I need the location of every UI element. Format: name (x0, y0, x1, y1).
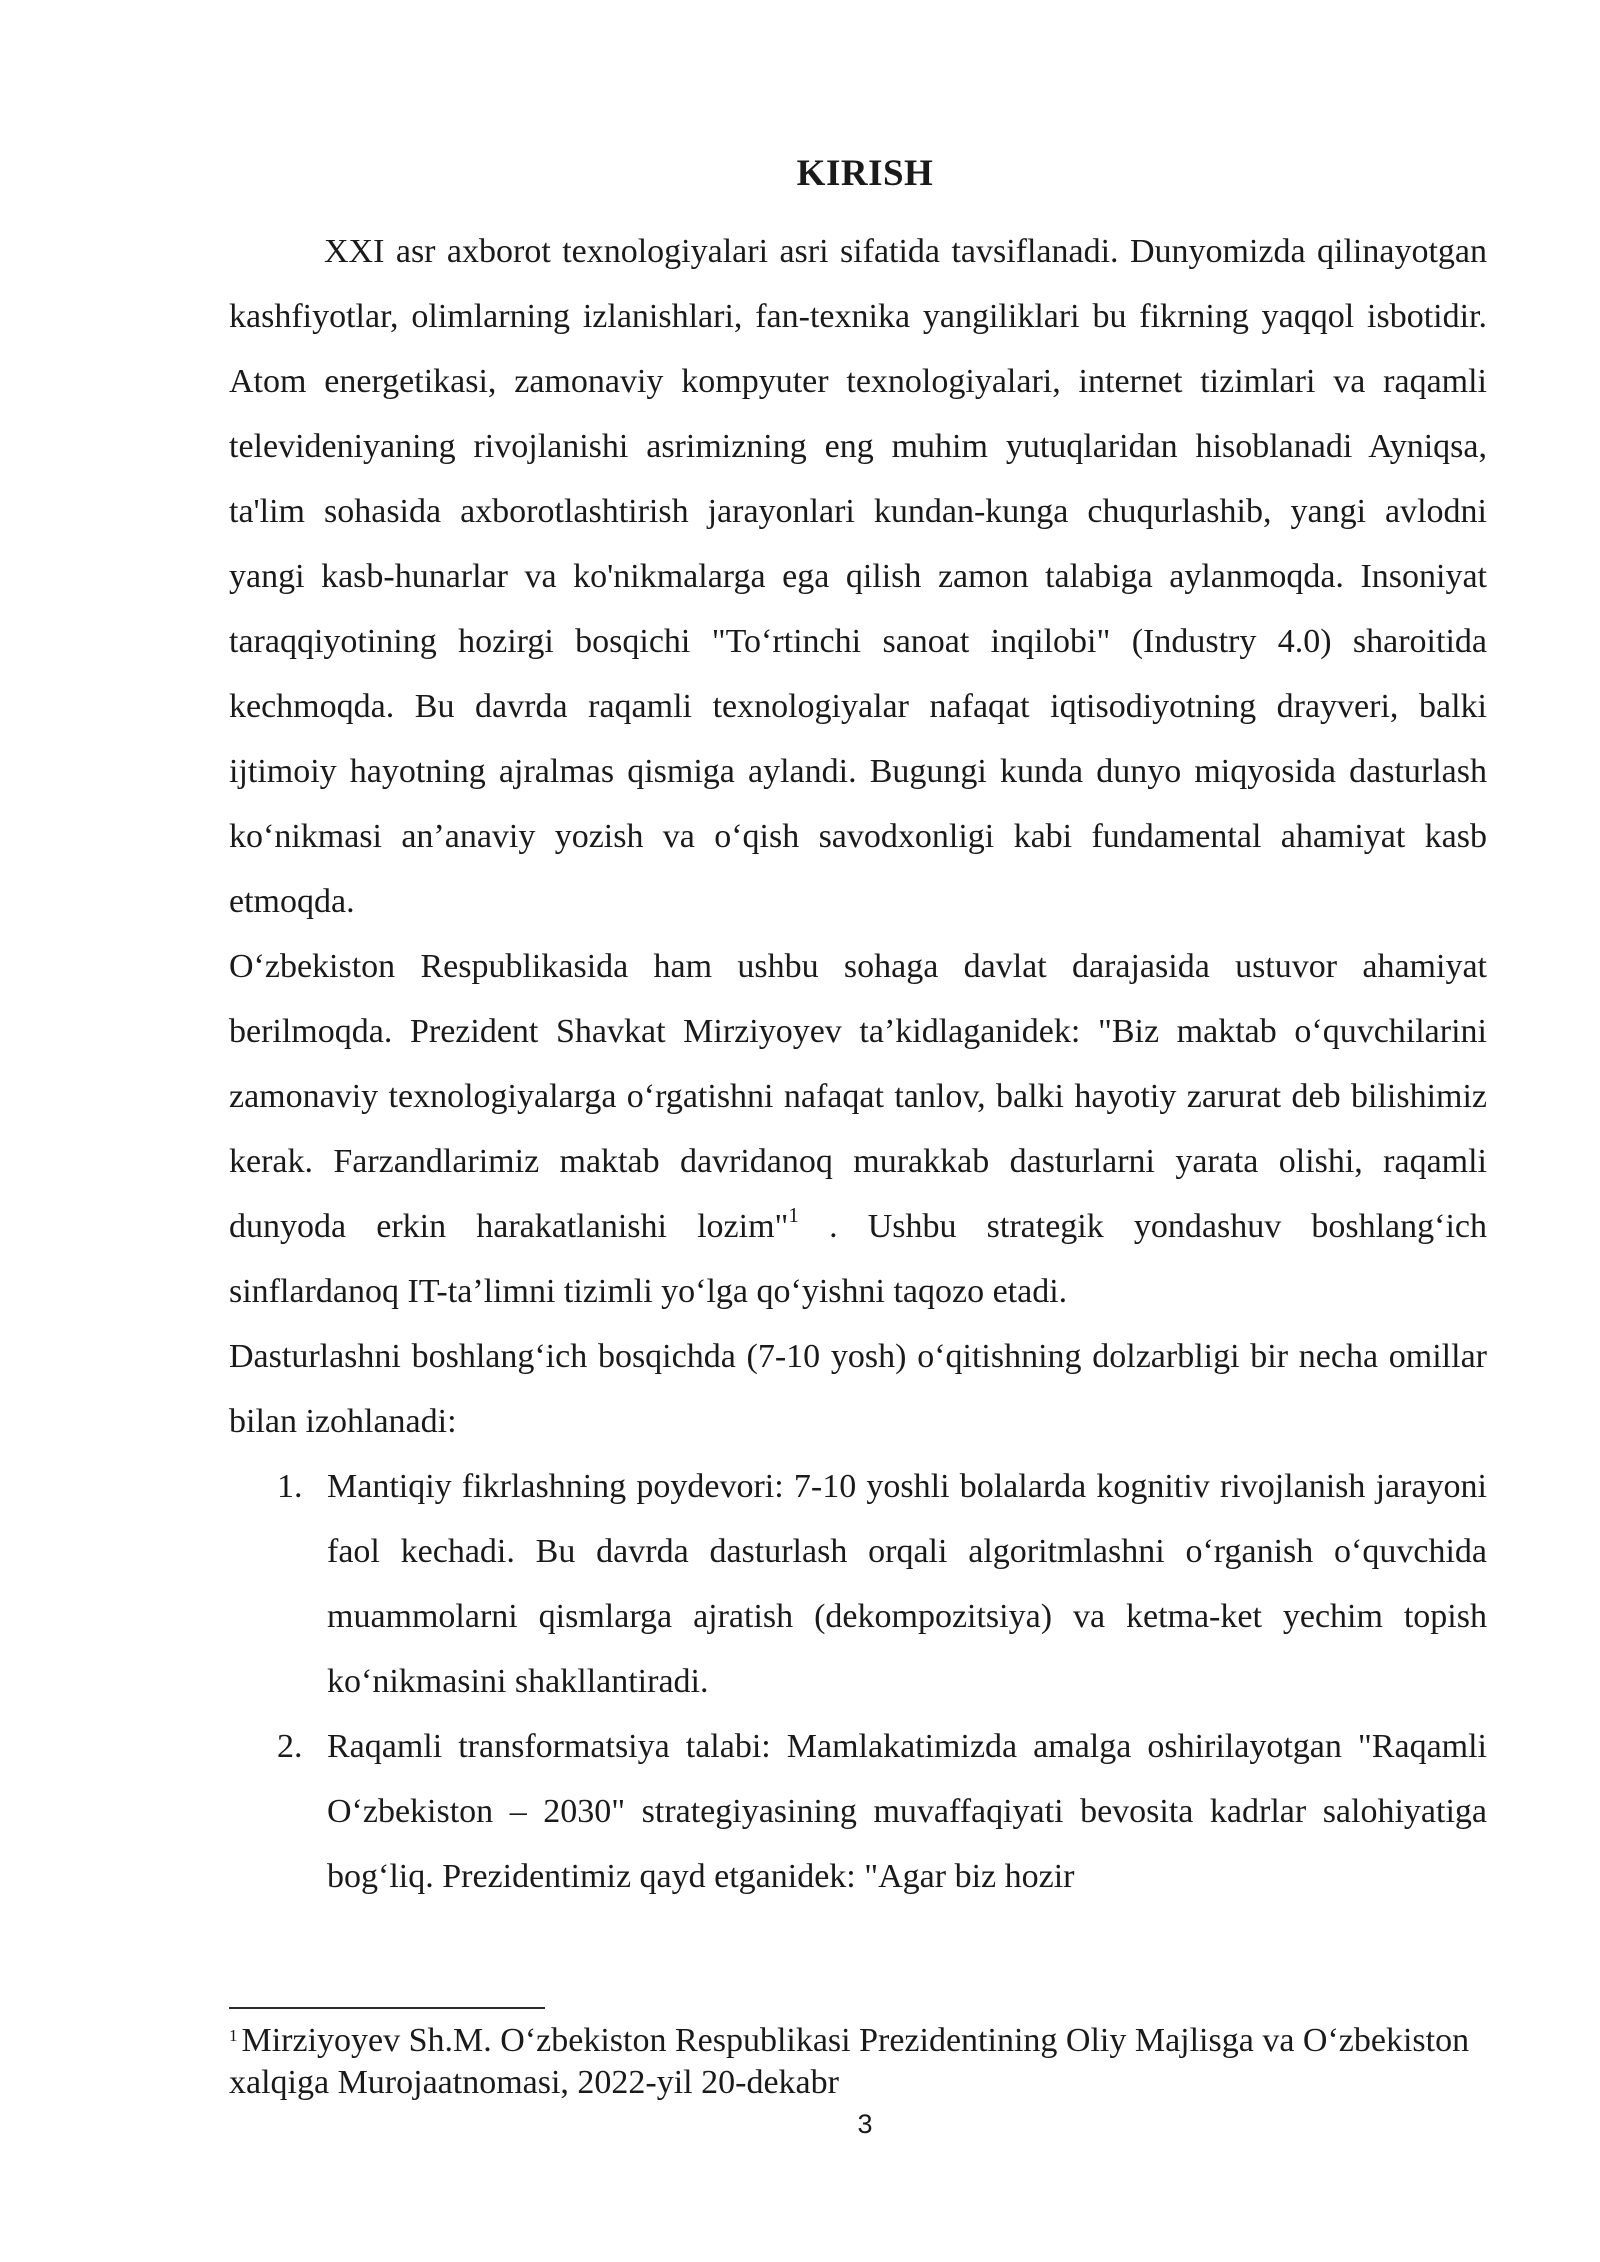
list-item-text: Raqamli transformatsiya talabi: Mamlakatimizda amalga oshirilayotgan "Raqamli O‘zbekiston – 2030" strategiyasining muvaffaqiyati bevosita kadrlar salohiyatiga bog‘liq. Prezidentimiz qayd etganidek: "Agar biz hozir (327, 1728, 1487, 1895)
footnote-mark: 1 (229, 2026, 238, 2045)
list-item (229, 1454, 1487, 1714)
footnote-separator (229, 2007, 545, 2009)
footnote-reference: 1 (788, 1203, 799, 1227)
list-item (229, 1714, 1487, 1909)
paragraph-intro: XXI asr axborot texnologiyalari asri sifatida tavsiflanadi. Dunyomizda qilinayotgan kashfiyotlar, olimlarning izlanishlari, fan-texnika yangiliklari bu fikrning yaqqol isbotidir. Atom energetikasi, zamonaviy kompyuter texnologiyalari, internet tizimlari va raqamli televideniyaning rivojlanishi asrimizning eng muhim yutuqlaridan hisoblanadi Ayniqsa, ta'lim sohasida axborotlashtirish jarayonlari kundan-kunga chuqurlashib, yangi avlodni yangi kasb-hunarlar va ko'nikmalarga ega qilish zamon talabiga aylanmoqda. Insoniyat taraqqiyotining hozirgi bosqichi "To‘rtinchi sanoat inqilobi" (Industry 4.0) sharoitida kechmoqda. Bu davrda raqamli texnologiyalar nafaqat iqtisodiyotning drayveri, balki ijtimoiy hayotning ajralmas qismiga aylandi. Bugungi kunda dunyo miqyosida dasturlash ko‘nikmasi an’anaviy yozish va o‘qish savodxonligi kabi fundamental ahamiyat kasb etmoqda. (229, 233, 1487, 920)
list-number: 2. (277, 1728, 303, 1765)
list-number: 1. (277, 1468, 303, 1505)
footnote (229, 2015, 1487, 2104)
paragraph-president-quote (229, 934, 1487, 1324)
paragraph-relevance: Dasturlashni boshlang‘ich bosqichda (7-10 yosh) o‘qitishning dolzarbligi bir necha omillar bilan izohlanadi: (229, 1338, 1487, 1440)
page-number: 3 (857, 2109, 873, 2139)
section-heading: KIRISH (796, 153, 934, 194)
body-text (229, 219, 1487, 1909)
quote-text: O‘zbekiston Respublikasida ham ushbu sohaga davlat darajasida ustuvor ahamiyat berilmoqda. Prezident Shavkat Mirziyoyev ta’kidlaganidek: "Biz maktab o‘quvchilarini zamonaviy texnologiyalarga o‘rgatishni nafaqat tanlov, balki hayotiy zarurat deb bilishimiz kerak. Farzandlarimiz maktab davridanoq murakkab dasturlarni yarata olishi, raqamli dunyoda erkin harakatlanishi lozim" (229, 948, 1487, 1245)
footnote-text: Mirziyoyev Sh.M. O‘zbekiston Respublikasi Prezidentining Oliy Majlisga va O‘zbekiston xalqiga Murojaatnomasi, 2022-yil 20-dekabr (229, 2022, 1470, 2101)
numbered-list (229, 1454, 1487, 1909)
list-item-text: Mantiqiy fikrlashning poydevori: 7-10 yoshli bolalarda kognitiv rivojlanish jarayoni faol kechadi. Bu davrda dasturlash orqali algoritmlashni o‘rganish o‘quvchida muammolarni qismlarga ajratish (dekompozitsiya) va ketma-ket yechim topish ko‘nikmasini shakllantiradi. (327, 1468, 1487, 1700)
quote-continuation: . Ushbu strategik yondashuv boshlang‘ich sinflardanoq IT-ta’limni tizimli yo‘lga qo‘yishni taqozo etadi. (229, 1208, 1487, 1310)
